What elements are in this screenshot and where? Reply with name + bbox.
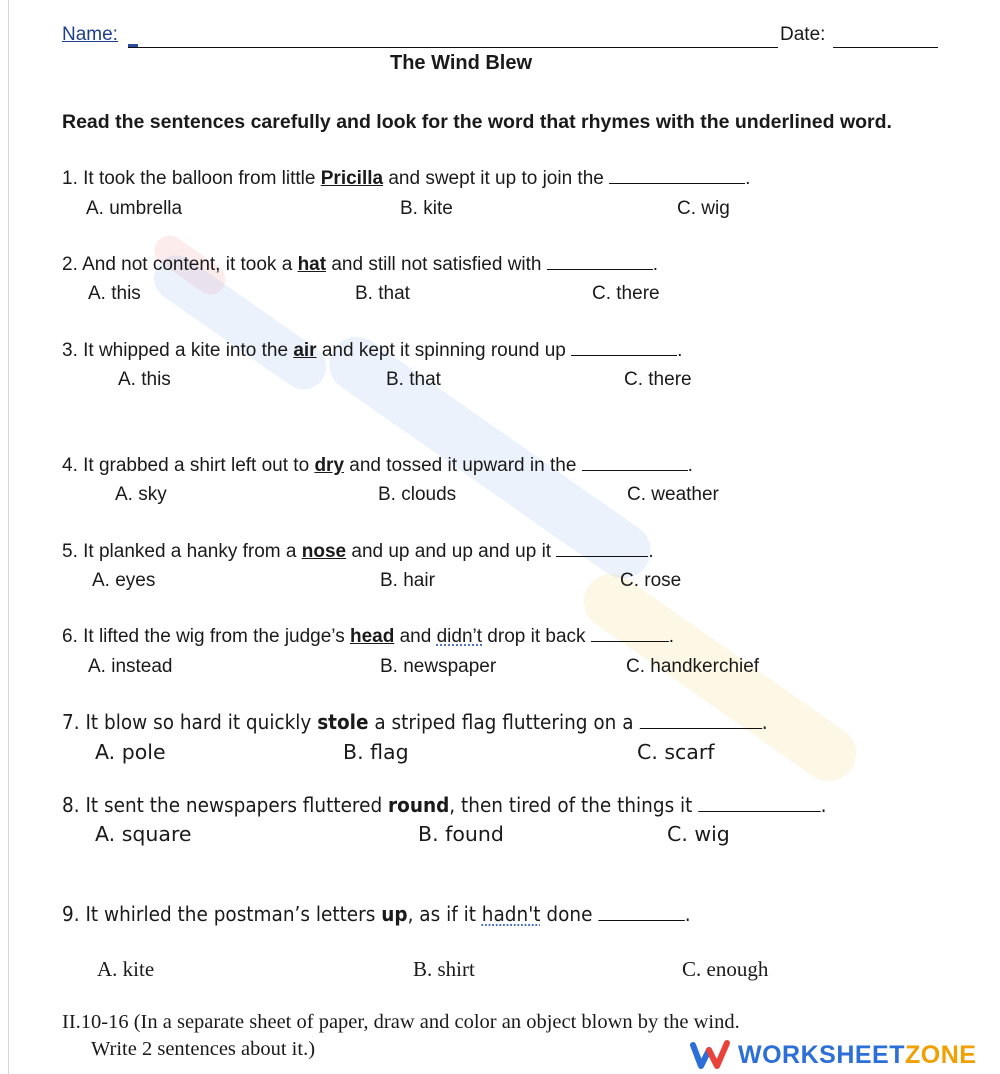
option-a[interactable]: A. this — [88, 283, 141, 304]
option-b[interactable]: B. hair — [380, 570, 435, 591]
option-a[interactable]: A. eyes — [92, 570, 156, 591]
question-8: 8. It sent the newspapers fluttered round, then tired of the things it . — [62, 793, 827, 817]
spellcheck-word: hadn't — [481, 902, 541, 926]
underlined-word: round — [388, 793, 450, 817]
question-2: 2. And not content, it took a hat and still not satisfied with . — [62, 254, 659, 275]
underlined-word: dry — [314, 455, 345, 476]
part-two-line-2: Write 2 sentences about it.) — [91, 1038, 316, 1060]
answer-blank[interactable] — [639, 714, 761, 729]
instruction-text: Read the sentences carefully and look for the word that rhymes with the underlined word. — [62, 111, 892, 133]
worksheetzone-w-icon — [690, 1038, 732, 1072]
option-b[interactable]: B. found — [418, 822, 504, 846]
name-label: Name: — [62, 24, 118, 45]
worksheetzone-wordmark: WORKSHEETZONE — [738, 1040, 977, 1069]
question-9: 9. It whirled the postman’s letters up, as if it hadn't done . — [62, 902, 691, 926]
option-c[interactable]: C. handkerchief — [626, 656, 760, 677]
option-c[interactable]: C. weather — [627, 484, 719, 505]
underlined-word: hat — [297, 254, 327, 275]
answer-blank[interactable] — [547, 255, 653, 270]
question-5: 5. It planked a hanky from a nose and up and up and up it . — [62, 541, 654, 562]
underlined-word: head — [349, 626, 395, 647]
option-a[interactable]: A. instead — [88, 656, 173, 677]
underlined-word: Pricilla — [320, 168, 384, 189]
option-c[interactable]: C. rose — [620, 570, 682, 591]
option-b[interactable]: B. shirt — [413, 957, 475, 981]
answer-blank[interactable] — [582, 456, 688, 471]
option-c[interactable]: C. wig — [677, 198, 730, 219]
option-c[interactable]: C. there — [624, 369, 692, 390]
underlined-word: stole — [317, 710, 369, 734]
option-a[interactable]: A. umbrella — [86, 198, 183, 219]
option-b[interactable]: B. flag — [343, 740, 409, 764]
option-b[interactable]: B. clouds — [378, 484, 457, 505]
option-c[interactable]: C. there — [592, 283, 660, 304]
option-b[interactable]: B. that — [386, 369, 441, 390]
question-1: 1. It took the balloon from little Pricilla and swept it up to join the . — [62, 168, 751, 189]
option-a[interactable]: A. sky — [115, 484, 167, 505]
worksheet-title: The Wind Blew — [390, 52, 533, 74]
option-c[interactable]: C. enough — [682, 957, 769, 981]
answer-blank[interactable] — [591, 627, 669, 642]
name-field-line[interactable] — [128, 47, 778, 48]
page-left-border — [8, 0, 9, 1074]
worksheetzone-logo[interactable] — [690, 1038, 976, 1072]
question-3: 3. It whipped a kite into the air and kept it spinning round up . — [62, 340, 683, 361]
spellcheck-word: didn’t — [436, 626, 483, 647]
underlined-word: air — [293, 340, 317, 361]
date-field-line[interactable] — [833, 47, 938, 48]
option-c[interactable]: C. wig — [667, 822, 730, 846]
option-b[interactable]: B. that — [355, 283, 410, 304]
option-c[interactable]: C. scarf — [637, 740, 715, 764]
option-a[interactable]: A. this — [118, 369, 171, 390]
underlined-word: up — [381, 902, 408, 926]
answer-blank[interactable] — [698, 797, 820, 812]
underlined-word: nose — [301, 541, 347, 562]
question-4: 4. It grabbed a shirt left out to dry and tossed it upward in the . — [62, 455, 693, 476]
option-a[interactable]: A. kite — [97, 957, 155, 981]
option-b[interactable]: B. kite — [400, 198, 453, 219]
option-b[interactable]: B. newspaper — [380, 656, 497, 677]
answer-blank[interactable] — [598, 906, 684, 921]
answer-blank[interactable] — [609, 169, 745, 184]
answer-blank[interactable] — [571, 341, 677, 356]
part-two-line-1: II.10-16 (In a separate sheet of paper, draw and color an object blown by the wind. — [62, 1011, 740, 1033]
question-7: 7. It blow so hard it quickly stole a striped flag fluttering on a . — [62, 710, 768, 734]
date-label: Date: — [780, 24, 826, 45]
question-6: 6. It lifted the wig from the judge’s head and didn’t drop it back . — [62, 626, 675, 647]
option-a[interactable]: A. pole — [95, 740, 166, 764]
answer-blank[interactable] — [556, 542, 648, 557]
option-a[interactable]: A. square — [95, 822, 192, 846]
